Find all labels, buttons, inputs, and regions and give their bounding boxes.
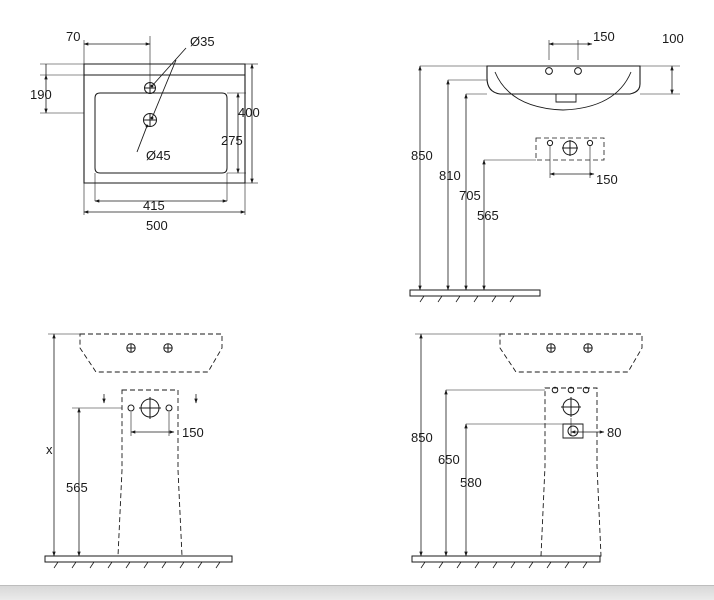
dim-side-810: 810: [439, 168, 461, 183]
dim-front-150: 150: [182, 425, 204, 440]
dim-side-705: 705: [459, 188, 481, 203]
dim-top-190: 190: [30, 87, 52, 102]
top-view: [40, 36, 258, 215]
dim-top-500: 500: [146, 218, 168, 233]
dim-top-415: 415: [143, 198, 165, 213]
dim-top-400: 400: [238, 105, 260, 120]
dim-top-275: 275: [221, 133, 243, 148]
footer-bar: [0, 586, 714, 600]
callout-d45: Ø45: [146, 148, 171, 163]
side-pedestal-view: [412, 334, 642, 568]
dim-side-150-plan: 150: [596, 172, 618, 187]
dim-front-x: x: [46, 442, 53, 457]
dim-side-100: 100: [662, 31, 684, 46]
dim-sp-850: 850: [411, 430, 433, 445]
callout-d35: Ø35: [190, 34, 215, 49]
dim-sp-650: 650: [438, 452, 460, 467]
dim-side-850: 850: [411, 148, 433, 163]
dim-side-150-top: 150: [593, 29, 615, 44]
dim-sp-580: 580: [460, 475, 482, 490]
front-pedestal-view: [45, 334, 232, 568]
dim-side-565: 565: [477, 208, 499, 223]
dim-sp-80: 80: [607, 425, 622, 440]
dim-top-70: 70: [66, 29, 81, 44]
dim-front-565: 565: [66, 480, 88, 495]
